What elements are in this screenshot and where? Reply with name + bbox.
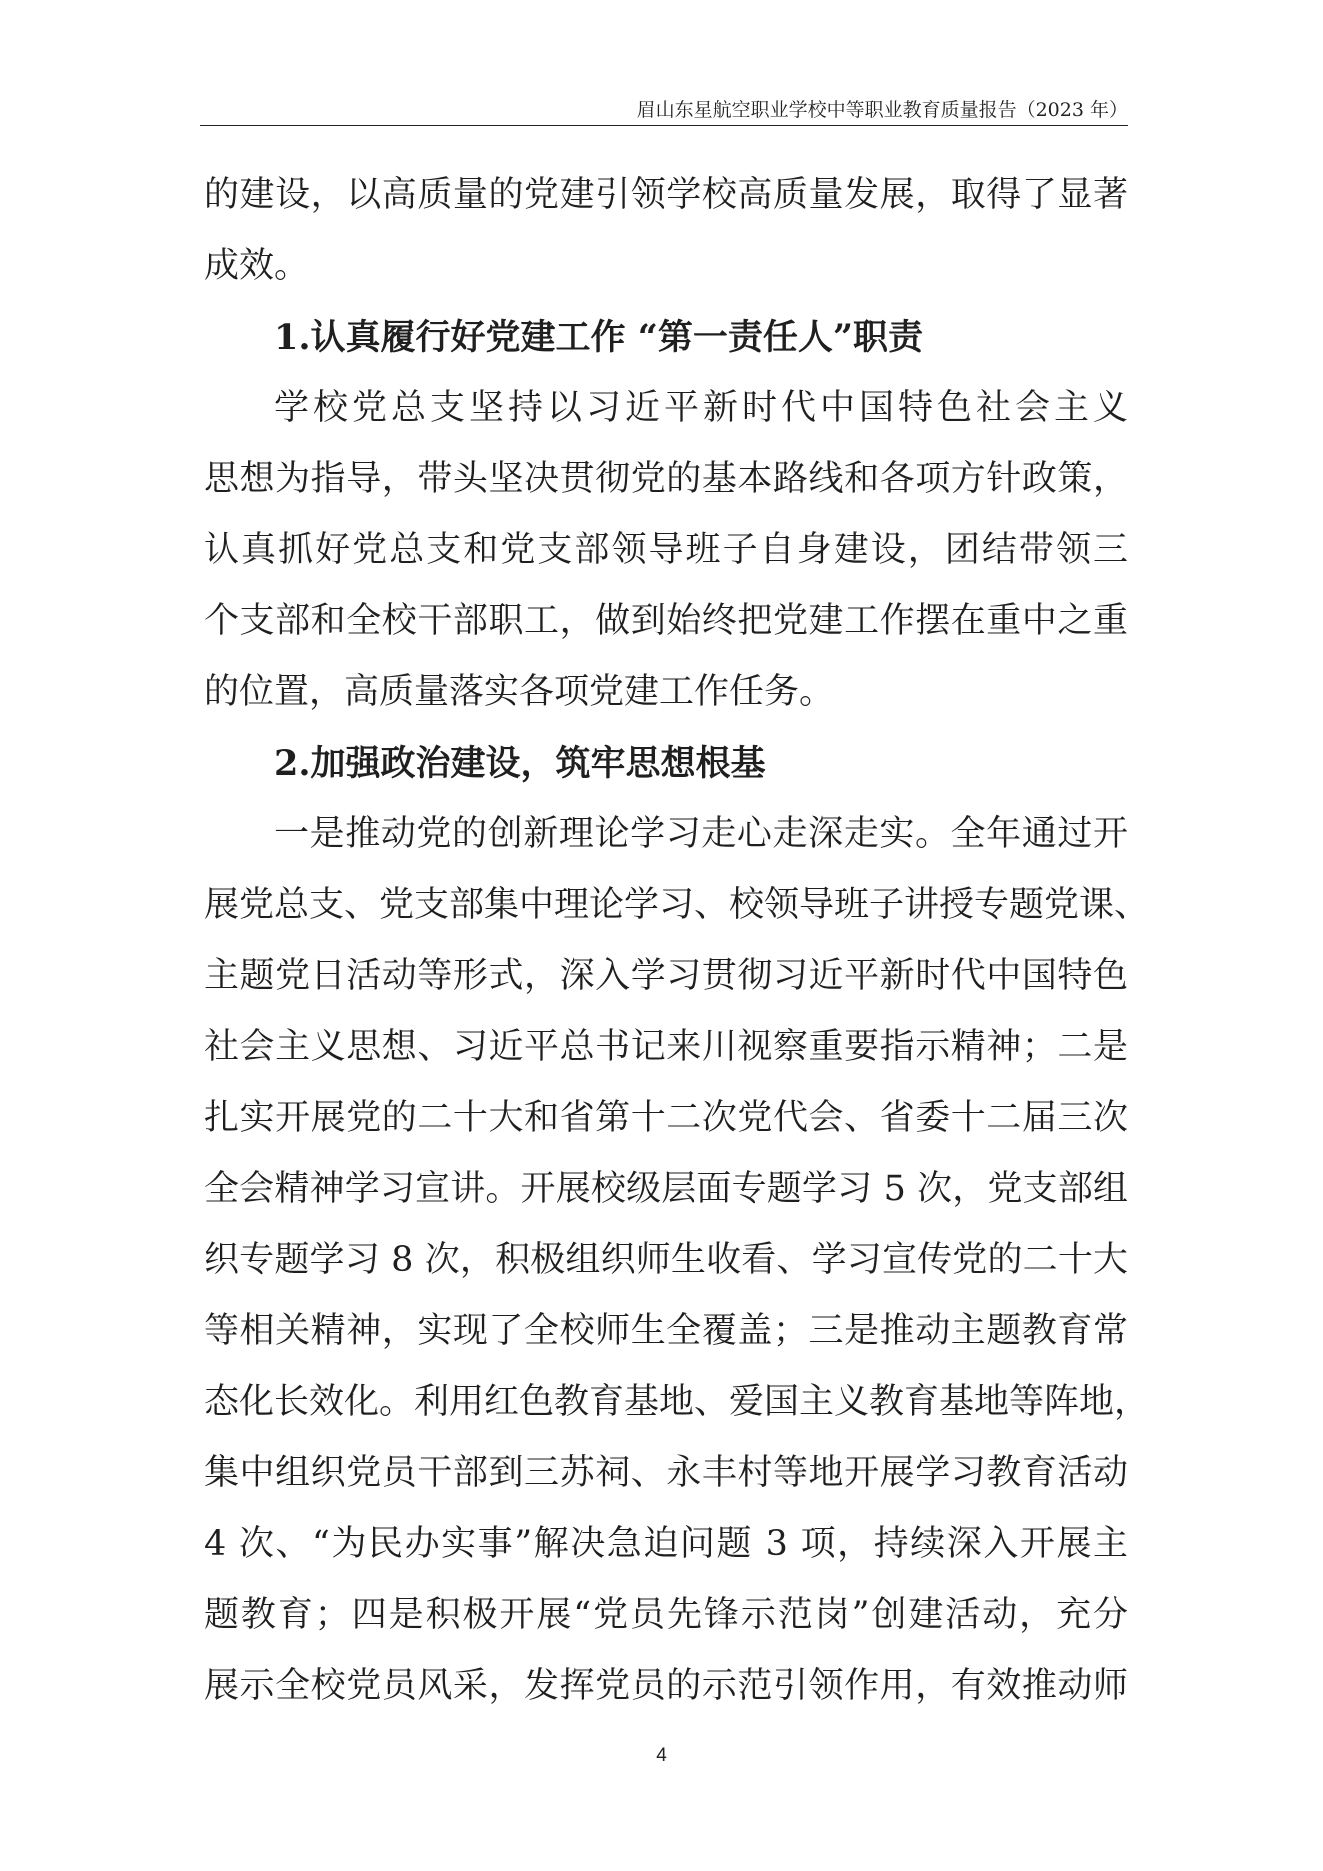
paragraph-line: 扎实开展党的二十大和省第十二次党代会、省委十二届三次: [204, 1098, 1128, 1138]
paragraph-line: 社会主义思想、习近平总书记来川视察重要指示精神；二是: [204, 1027, 1128, 1067]
paragraph-line: 题教育；四是积极开展“党员先锋示范岗”创建活动，充分: [204, 1595, 1128, 1635]
paragraph-line: 个支部和全校干部职工，做到始终把党建工作摆在重中之重: [204, 601, 1128, 641]
paragraph-line: 全会精神学习宣讲。开展校级层面专题学习 5 次，党支部组: [204, 1169, 1128, 1209]
paragraph-line: 学校党总支坚持以习近平新时代中国特色社会主义: [274, 388, 1128, 428]
section-heading: 2.加强政治建设，筑牢思想根基: [274, 743, 766, 784]
paragraph-line: 的建设，以高质量的党建引领学校高质量发展，取得了显著: [204, 175, 1128, 215]
paragraph-line: 等相关精神，实现了全校师生全覆盖；三是推动主题教育常: [204, 1311, 1128, 1351]
paragraph-line: 展示全校党员风采，发挥党员的示范引领作用，有效推动师: [204, 1666, 1128, 1706]
paragraph-line: 态化长效化。利用红色教育基地、爱国主义教育基地等阵地，: [204, 1382, 1150, 1422]
paragraph-line: 一是推动党的创新理论学习走心走深走实。全年通过开: [274, 814, 1128, 854]
header-divider: [200, 125, 1128, 126]
page-header-title: 眉山东星航空职业学校中等职业教育质量报告（2023 年）: [636, 99, 1128, 121]
paragraph-line: 思想为指导，带头坚决贯彻党的基本路线和各项方针政策，: [204, 459, 1128, 499]
page-number: 4: [656, 1745, 667, 1766]
paragraph-line: 的位置，高质量落实各项党建工作任务。: [204, 672, 835, 712]
paragraph-line: 主题党日活动等形式，深入学习贯彻习近平新时代中国特色: [204, 956, 1128, 996]
paragraph-line: 展党总支、党支部集中理论学习、校领导班子讲授专题党课、: [204, 885, 1150, 925]
paragraph-line: 织专题学习 8 次，积极组织师生收看、学习宣传党的二十大: [204, 1240, 1128, 1280]
paragraph-line: 集中组织党员干部到三苏祠、永丰村等地开展学习教育活动: [204, 1453, 1128, 1493]
paragraph-line: 4 次、“为民办实事”解决急迫问题 3 项，持续深入开展主: [204, 1524, 1128, 1564]
paragraph-line: 成效。: [204, 246, 310, 286]
section-heading: 1.认真履行好党建工作 “第一责任人”职责: [274, 317, 923, 358]
paragraph-line: 认真抓好党总支和党支部领导班子自身建设，团结带领三: [204, 530, 1128, 570]
